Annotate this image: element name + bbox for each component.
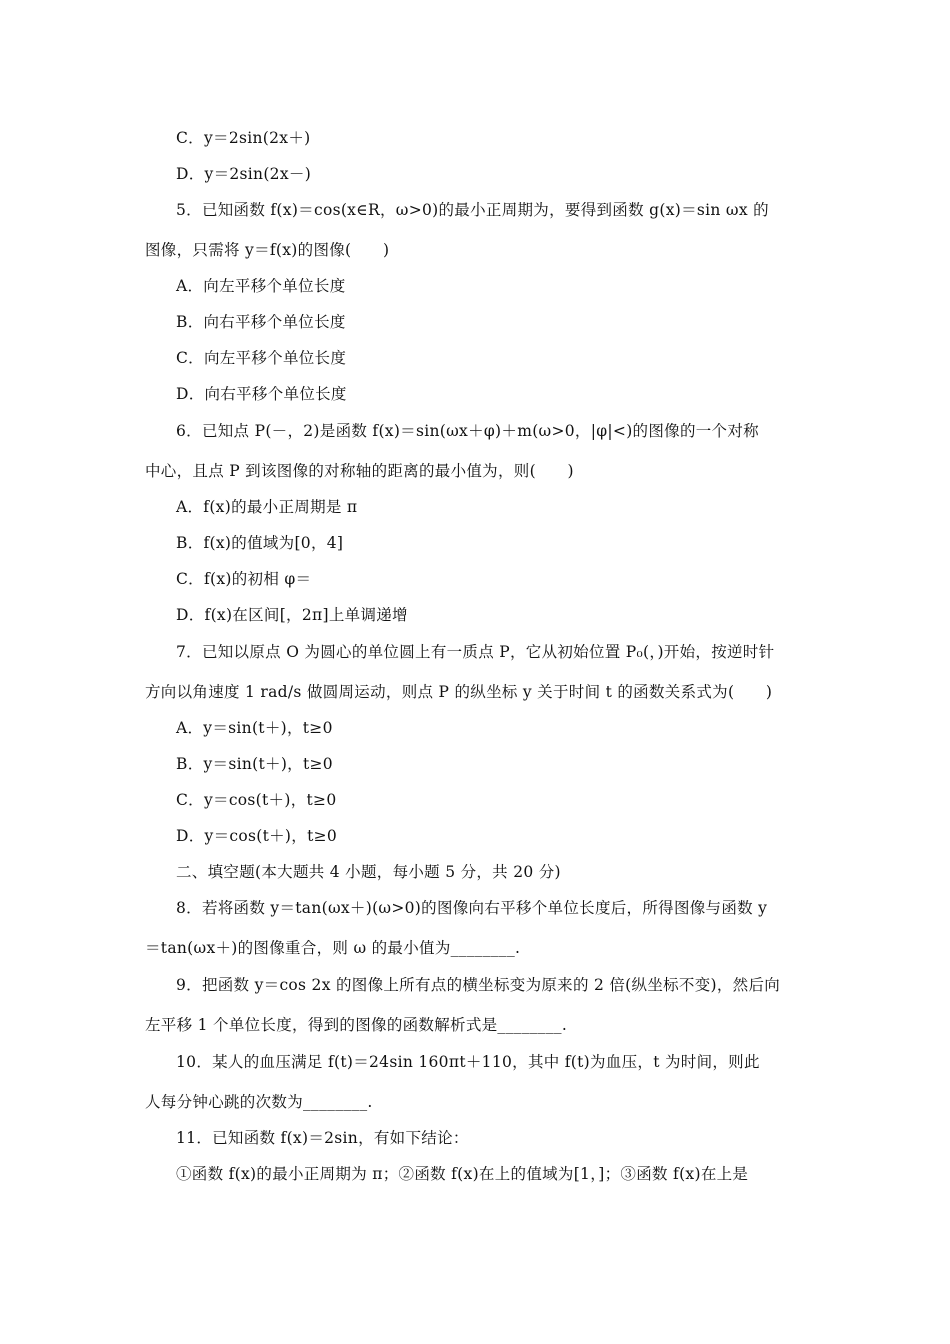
q4-option-c: C．y＝2sin(2x＋) xyxy=(176,129,311,147)
q5-option-a: A．向左平移个单位长度 xyxy=(176,277,346,295)
q5-option-b: B．向右平移个单位长度 xyxy=(176,313,346,331)
section-heading-fill-in: 二、填空题(本大题共 4 小题，每小题 5 分，共 20 分) xyxy=(176,863,561,881)
q6-stem-cont: 中心，且点 P 到该图像的对称轴的距离的最小值为，则( ) xyxy=(145,462,574,480)
q7-stem: 7．已知以原点 O 为圆心的单位圆上有一质点 P，它从初始位置 P₀(，)开始，按逆时针 xyxy=(176,643,775,661)
q5-option-c: C．向左平移个单位长度 xyxy=(176,349,347,367)
q7-option-d: D．y＝cos(t＋)，t≥0 xyxy=(176,827,338,845)
q7-option-c: C．y＝cos(t＋)，t≥0 xyxy=(176,791,337,809)
q10-stem: 10．某人的血压满足 f(t)＝24sin 160πt＋110，其中 f(t)为血压，t 为时间，则此 xyxy=(176,1053,760,1071)
q8-stem-cont: ＝tan(ωx＋)的图像重合，则 ω 的最小值为________. xyxy=(145,939,521,957)
q11-stem: 11．已知函数 f(x)＝2sin，有如下结论： xyxy=(176,1129,469,1147)
q6-option-a: A．f(x)的最小正周期是 π xyxy=(176,498,358,516)
q7-stem-cont: 方向以角速度 1 rad/s 做圆周运动，则点 P 的纵坐标 y 关于时间 t 的函数关系式为( ) xyxy=(145,683,773,701)
q4-option-d: D．y＝2sin(2x－) xyxy=(176,165,312,183)
q6-option-b: B．f(x)的值域为[0，4] xyxy=(176,534,344,552)
q6-option-d: D．f(x)在区间[，2π]上单调递增 xyxy=(176,606,408,624)
q5-stem-cont: 图像，只需将 y＝f(x)的图像( ) xyxy=(145,241,390,259)
q9-stem-cont: 左平移 1 个单位长度，得到的图像的函数解析式是________. xyxy=(145,1016,568,1034)
q9-stem: 9．把函数 y＝cos 2x 的图像上所有点的横坐标变为原来的 2 倍(纵坐标不变)，然后向 xyxy=(176,976,781,994)
q7-option-b: B．y＝sin(t＋)，t≥0 xyxy=(176,755,333,773)
q7-option-a: A．y＝sin(t＋)，t≥0 xyxy=(176,719,333,737)
q5-option-d: D．向右平移个单位长度 xyxy=(176,385,347,403)
q6-stem: 6．已知点 P(－，2)是函数 f(x)＝sin(ωx＋φ)＋m(ω>0，|φ|<)的图像的一个对称 xyxy=(176,422,759,440)
q5-stem: 5．已知函数 f(x)＝cos(x∈R，ω>0)的最小正周期为，要得到函数 g(x)＝sin ωx 的 xyxy=(176,201,769,219)
q11-conclusions: ①函数 f(x)的最小正周期为 π；②函数 f(x)在上的值域为[1，]；③函数 f(x)在上是 xyxy=(176,1165,749,1183)
q8-stem: 8．若将函数 y＝tan(ωx＋)(ω>0)的图像向右平移个单位长度后，所得图像与函数 y xyxy=(176,899,768,917)
q10-stem-cont: 人每分钟心跳的次数为________. xyxy=(145,1093,373,1111)
q6-option-c: C．f(x)的初相 φ＝ xyxy=(176,570,312,588)
